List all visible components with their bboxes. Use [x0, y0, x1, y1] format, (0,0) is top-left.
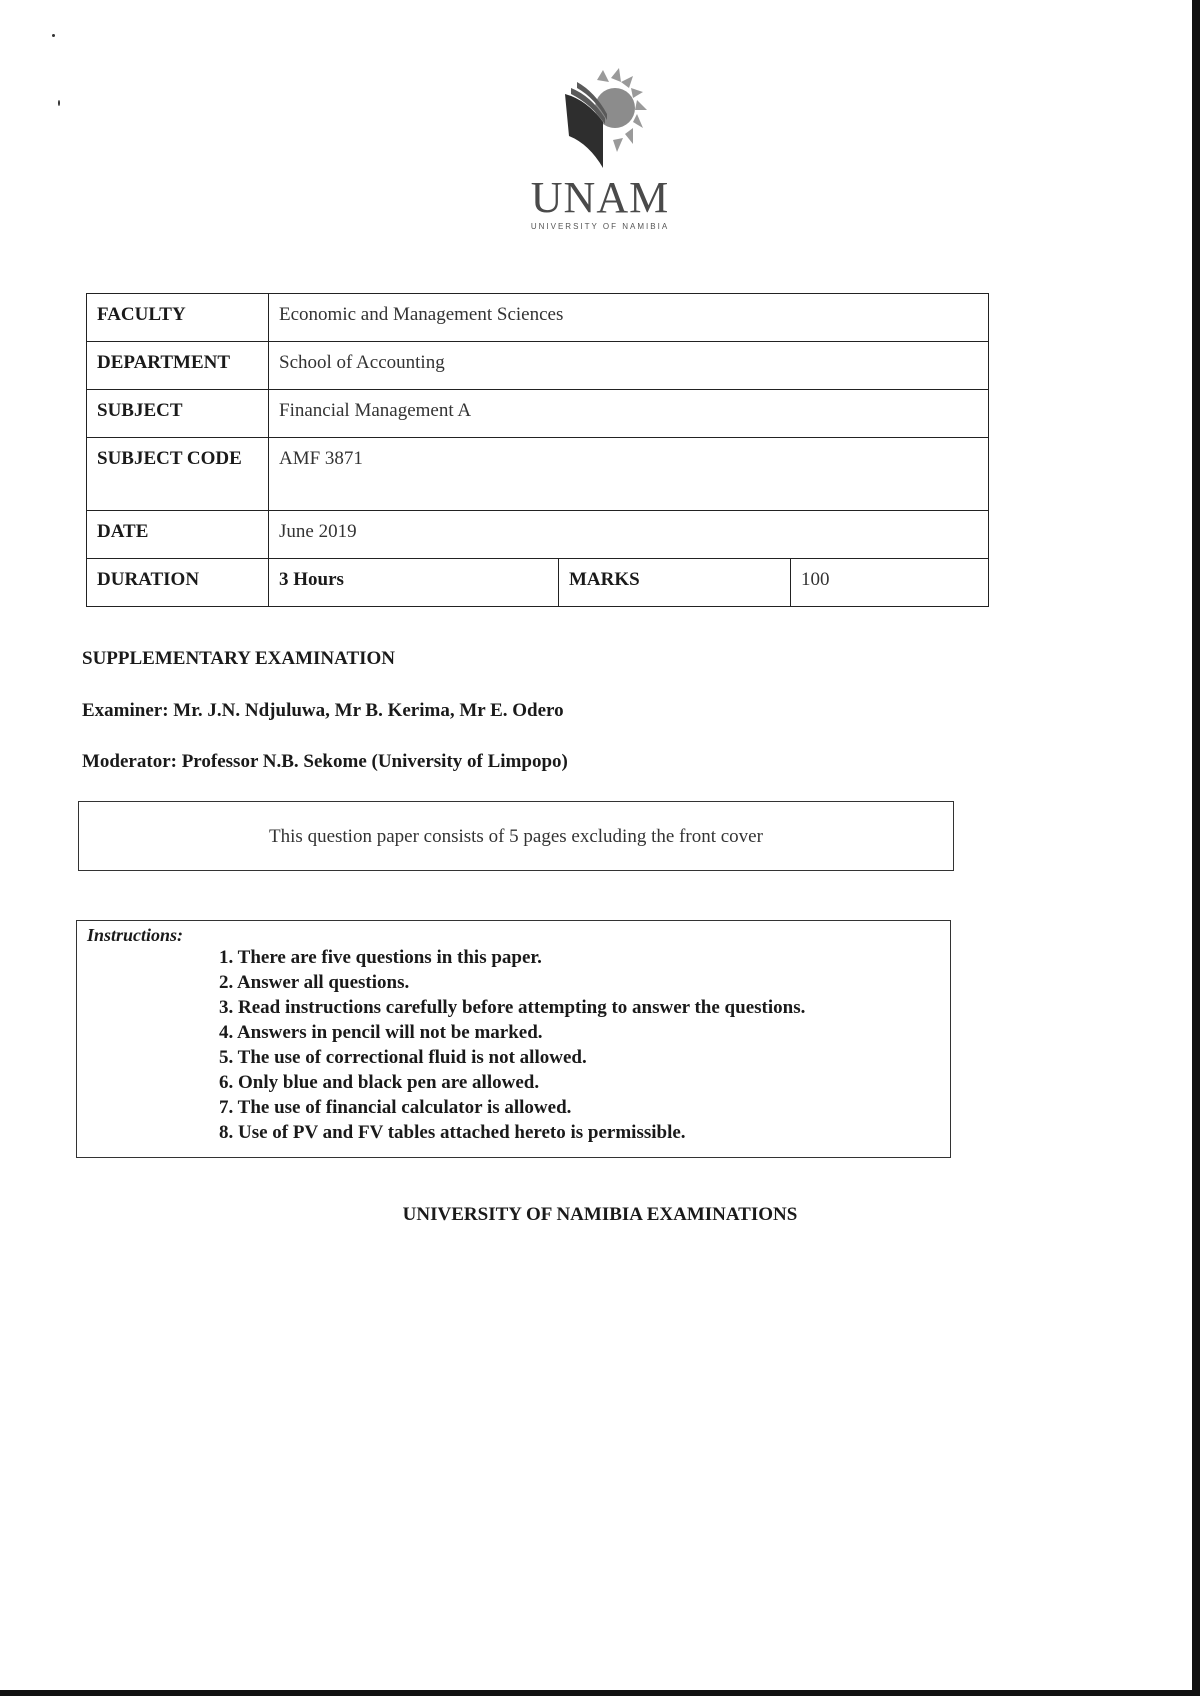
list-item: 6. Only blue and black pen are allowed.	[219, 1072, 540, 1093]
subject-code-value: AMF 3871	[269, 438, 989, 511]
instructions-title: Instructions:	[87, 925, 184, 945]
subject-value: Financial Management A	[269, 390, 989, 438]
table-row	[87, 294, 989, 342]
table-row	[87, 559, 989, 607]
list-item: 4. Answers in pencil will not be marked.	[219, 1022, 543, 1043]
faculty-value: Economic and Management Sciences	[269, 294, 989, 342]
scan-edge-right	[1192, 0, 1200, 1696]
table-row	[87, 390, 989, 438]
subject-label: SUBJECT	[87, 390, 269, 438]
table-row	[87, 511, 989, 559]
pages-note: This question paper consists of 5 pages excluding the front cover	[269, 826, 763, 847]
table-row	[87, 438, 989, 511]
list-item: 3. Read instructions carefully before attempting to answer the questions.	[219, 997, 806, 1018]
department-value: School of Accounting	[269, 342, 989, 390]
faculty-label: FACULTY	[87, 294, 269, 342]
unam-logo	[520, 64, 680, 231]
scan-speck	[58, 100, 60, 106]
book-sun-icon	[545, 64, 655, 174]
duration-label: DURATION	[87, 559, 269, 607]
exam-type-heading: SUPPLEMENTARY EXAMINATION	[82, 648, 396, 669]
subject-code-label: SUBJECT CODE	[87, 438, 269, 511]
department-label: DEPARTMENT	[87, 342, 269, 390]
logo-subtitle: UNIVERSITY OF NAMIBIA	[530, 222, 670, 231]
marks-value: 100	[791, 559, 989, 607]
scan-edge-bottom	[0, 1690, 1200, 1696]
date-label: DATE	[87, 511, 269, 559]
duration-value: 3 Hours	[269, 559, 559, 607]
moderator-line: Moderator: Professor N.B. Sekome (University of Limpopo)	[82, 751, 568, 772]
examiner-line: Examiner: Mr. J.N. Ndjuluwa, Mr B. Kerima, Mr E. Odero	[82, 700, 564, 721]
instructions-list	[219, 945, 805, 1145]
list-item: 5. The use of correctional fluid is not allowed.	[219, 1047, 587, 1068]
logo-wordmark: UNAM	[530, 173, 670, 222]
pages-note-box	[78, 801, 954, 871]
exam-info-table	[86, 293, 989, 607]
list-item: 1. There are five questions in this paper.	[219, 947, 542, 968]
list-item: 8. Use of PV and FV tables attached hereto is permissible.	[219, 1122, 686, 1143]
instructions-box	[76, 920, 951, 1158]
scan-speck	[52, 34, 55, 37]
list-item: 7. The use of financial calculator is allowed.	[219, 1097, 572, 1118]
table-row	[87, 342, 989, 390]
footer-title: UNIVERSITY OF NAMIBIA EXAMINATIONS	[402, 1204, 798, 1225]
marks-label: MARKS	[559, 559, 791, 607]
list-item: 2. Answer all questions.	[219, 972, 410, 993]
date-value: June 2019	[269, 511, 989, 559]
